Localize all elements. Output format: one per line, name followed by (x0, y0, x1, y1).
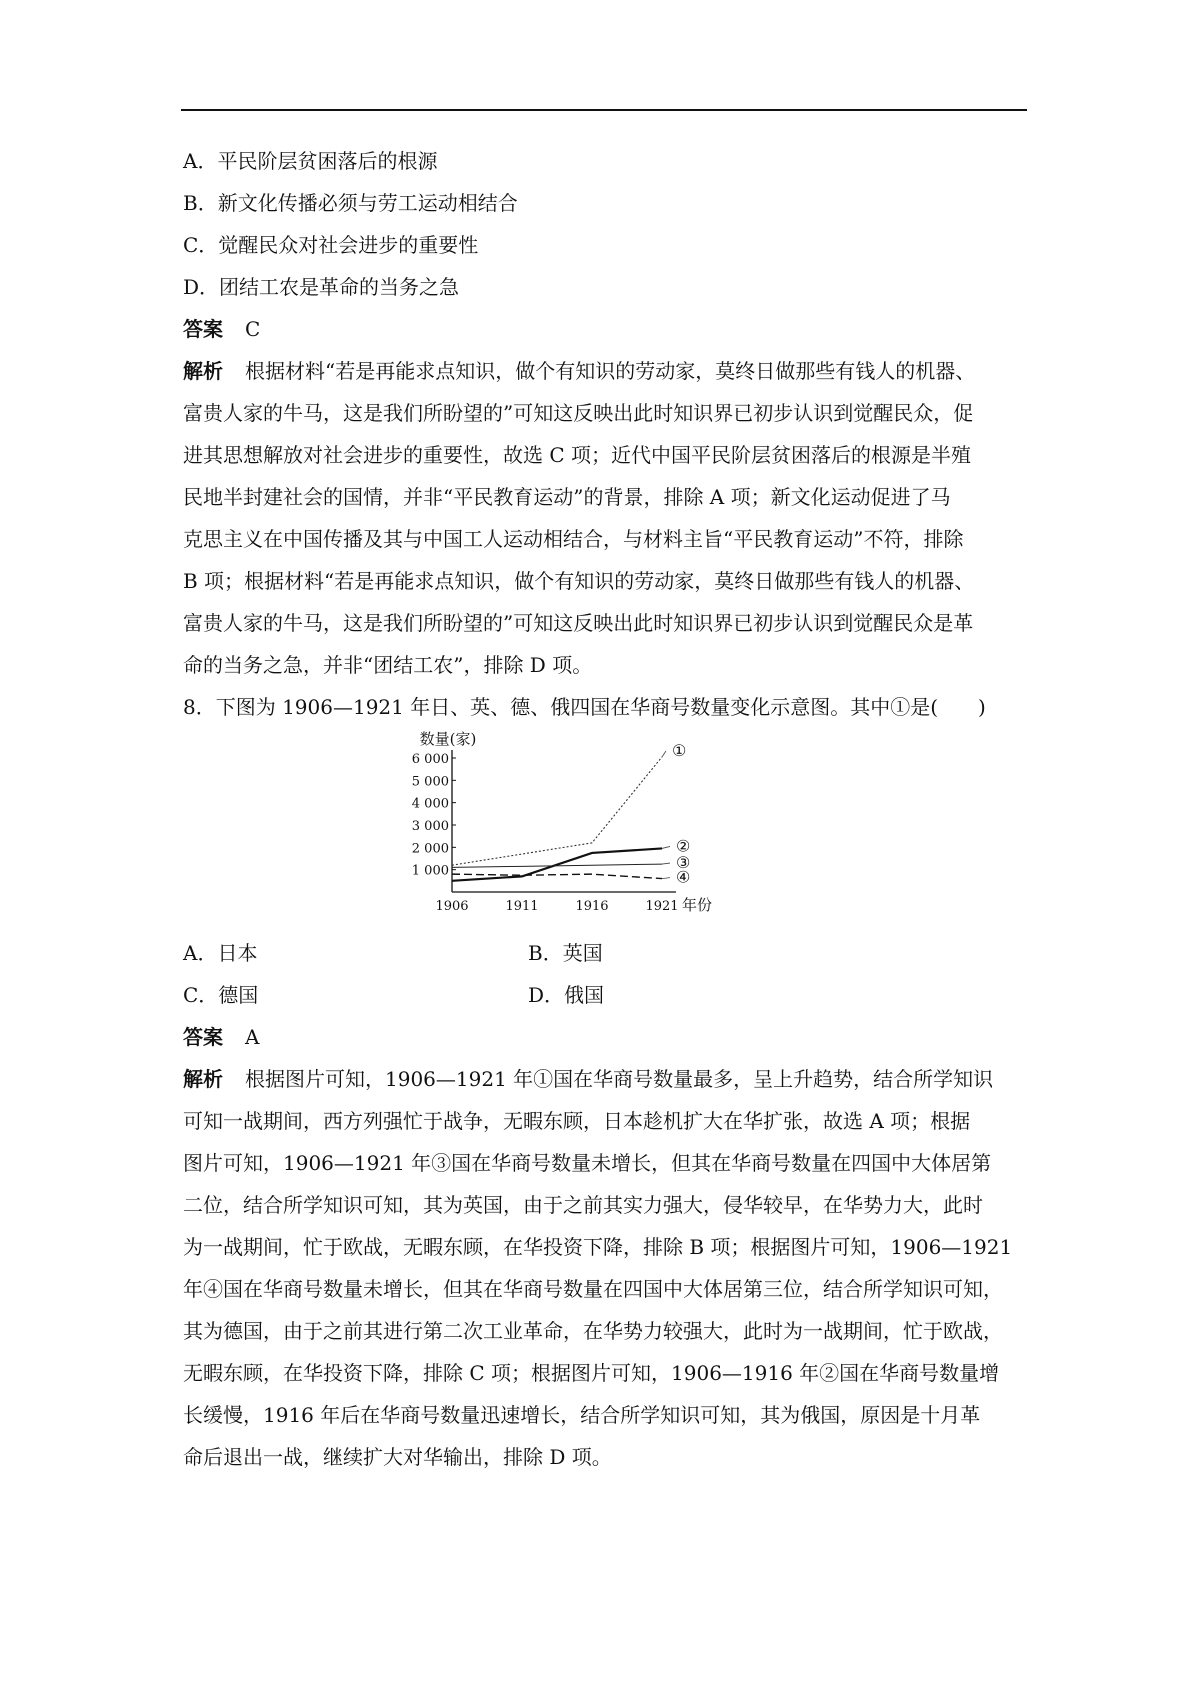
prev-analysis-line: 命的当务之急，并非“团结工农”，排除 D 项。 (183, 653, 593, 677)
prev-option-c: C．觉醒民众对社会进步的重要性 (183, 233, 479, 257)
q8-analysis-line: 其为德国，由于之前其进行第二次工业革命，在华势力较强大，此时为一战期间，忙于欧战， (183, 1319, 1003, 1343)
q8-analysis-line: 长缓慢，1916 年后在华商号数量迅速增长，结合所学知识可知，其为俄国，原因是十月革 (183, 1403, 981, 1427)
y-tick-label: 2 000 (411, 841, 449, 857)
y-tick-label: 5 000 (411, 774, 449, 790)
q8-analysis-line: 为一战期间，忙于欧战，无暇东顾，在华投资下降，排除 B 项；根据图片可知，1906—1921 (183, 1235, 1013, 1259)
q8-analysis-line: 年④国在华商号数量未增长，但其在华商号数量在四国中大体居第三位，结合所学知识可知， (183, 1277, 1003, 1301)
header-rule (181, 109, 1027, 111)
prev-analysis-line: 解析 根据材料“若是再能求点知识，做个有知识的劳动家，莫终日做那些有钱人的机器、 (183, 359, 976, 383)
q8-analysis-line: 无暇东顾，在华投资下降，排除 C 项；根据图片可知，1906—1916 年②国在华商号数量增 (183, 1361, 1000, 1385)
series-label-3: ③ (676, 853, 691, 873)
series-label-4: ④ (676, 867, 691, 887)
q8-analysis-line: 解析 根据图片可知，1906—1921 年①国在华商号数量最多，呈上升趋势，结合所学知识 (183, 1067, 994, 1091)
x-axis-label: 年份 (682, 896, 713, 914)
answer-value: A (245, 1025, 260, 1049)
q8-option-c: C．德国 (183, 983, 259, 1007)
options-row (183, 932, 1025, 974)
prev-answer (183, 308, 1025, 350)
chart-svg (399, 730, 759, 926)
x-tick-label: 1921 (645, 899, 679, 914)
prev-analysis-line: 民地半封建社会的国情，并非“平民教育运动”的背景，排除 A 项；新文化运动促进了马 (183, 485, 951, 509)
analysis-label: 解析 (183, 359, 223, 383)
q8-analysis-line: 图片可知，1906—1921 年③国在华商号数量未增长，但其在华商号数量在四国中大体居第 (183, 1151, 992, 1175)
y-tick-label: 1 000 (411, 863, 449, 879)
analysis-label: 解析 (183, 1067, 223, 1091)
prev-analysis-line: 富贵人家的牛马，这是我们所盼望的”可知这反映出此时知识界已初步认识到觉醒民众，促 (183, 401, 974, 425)
q8-option-d: D．俄国 (528, 983, 605, 1007)
answer-value: C (245, 317, 261, 341)
q8-analysis-line: 二位，结合所学知识可知，其为英国，由于之前其实力强大，侵华较早，在华势力大，此时 (183, 1193, 983, 1217)
x-tick-label: 1906 (435, 899, 469, 914)
prev-option-a: A．平民阶层贫困落后的根源 (183, 149, 438, 173)
line-chart (183, 730, 1025, 926)
y-tick-label: 6 000 (411, 752, 449, 767)
prev-analysis-line: 富贵人家的牛马，这是我们所盼望的”可知这反映出此时知识界已初步认识到觉醒民众是革 (183, 611, 974, 635)
q8-option-a: A．日本 (183, 941, 258, 965)
y-tick-label: 4 000 (411, 796, 449, 812)
answer-label: 答案 (183, 317, 223, 341)
answer-label: 答案 (183, 1025, 223, 1049)
q8-answer (183, 1016, 1025, 1058)
y-axis-label: 数量(家) (419, 730, 477, 748)
legend-leader (662, 846, 670, 848)
q8-option-b: B．英国 (528, 941, 603, 965)
document-body (183, 140, 1025, 1478)
x-tick-label: 1911 (505, 899, 539, 914)
x-tick-label: 1916 (575, 899, 609, 914)
legend-leader (662, 878, 670, 879)
question-8-stem: 8．下图为 1906—1921 年日、英、德、俄四国在华商号数量变化示意图。其中①是( ) (183, 695, 986, 719)
prev-option-d: D．团结工农是革命的当务之急 (183, 275, 460, 299)
q8-analysis-line: 命后退出一战，继续扩大对华输出，排除 D 项。 (183, 1445, 612, 1469)
prev-analysis-line: 克思主义在中国传播及其与中国工人运动相结合，与材料主旨“平民教育运动”不符，排除 (183, 527, 964, 551)
prev-analysis-line: B 项；根据材料“若是再能求点知识，做个有知识的劳动家，莫终日做那些有钱人的机器、 (183, 569, 975, 593)
legend-leader (662, 751, 666, 757)
legend-leader (662, 863, 670, 864)
q8-analysis-line: 可知一战期间，西方列强忙于战争，无暇东顾，日本趁机扩大在华扩张，故选 A 项；根据 (183, 1109, 971, 1133)
series-label-1: ① (672, 741, 687, 760)
series-line-1 (452, 757, 662, 865)
y-tick-label: 3 000 (411, 819, 449, 834)
prev-analysis-line: 进其思想解放对社会进步的重要性，故选 C 项；近代中国平民阶层贫困落后的根源是半殖 (183, 443, 972, 467)
options-row (183, 974, 1025, 1016)
series-label-2: ② (676, 836, 691, 856)
prev-option-b: B．新文化传播必须与劳工运动相结合 (183, 191, 518, 215)
